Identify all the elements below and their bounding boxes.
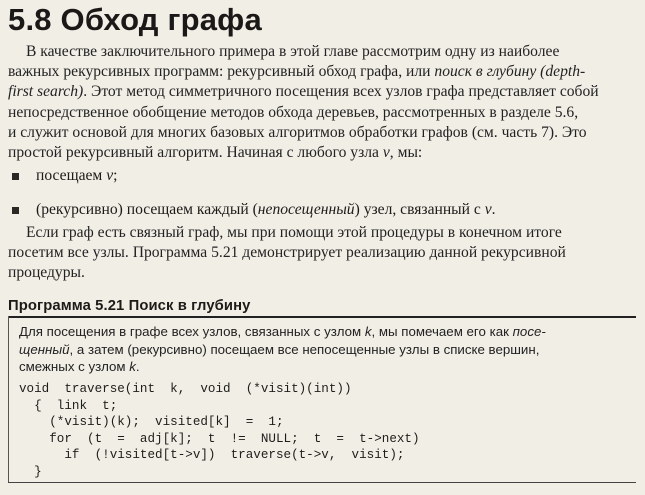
bullet-text bbox=[36, 166, 117, 186]
bullet-2-before: (рекурсивно) посещаем каждый ( bbox=[36, 201, 258, 218]
bullet-1-before: посещаем bbox=[36, 167, 107, 184]
bullet-item-visit bbox=[12, 166, 632, 186]
intro-line-6 bbox=[8, 143, 636, 163]
desc-3-after: . bbox=[135, 359, 140, 375]
code-line: for (t = adj[k]; t != NULL; t = t->next) bbox=[19, 431, 420, 446]
intro-line-5: и служит основой для многих базовых алгоритмов обработки графов (см. часть 7). Это bbox=[8, 123, 587, 141]
desc-1-mid: , мы помечаем его как bbox=[371, 324, 513, 339]
desc-2-emph: щенный bbox=[19, 341, 70, 357]
bullet-2-var: v bbox=[484, 201, 492, 218]
desc-1-before: Для посещения в графе всех узлов, связанных с узлом bbox=[19, 324, 365, 339]
connected-line-2: посетим все узлы. Программа 5.21 демонстрирует реализацию данной рекурсивной bbox=[8, 244, 566, 262]
program-description bbox=[19, 323, 626, 376]
depth-first-search-term-english: first search) bbox=[8, 83, 84, 101]
program-left-rule bbox=[8, 316, 9, 483]
bullet-1-var: v bbox=[106, 167, 114, 184]
node-variable-v: v bbox=[382, 144, 390, 162]
connected-line-3: процедуры. bbox=[8, 264, 85, 282]
intro-line-6-text: простой рекурсивный алгоритм. Начиная с любого узла bbox=[8, 144, 383, 162]
intro-paragraph bbox=[8, 42, 636, 163]
program-bottom-rule bbox=[8, 482, 636, 483]
intro-line-4: непосредственное обобщение методов обхода деревьев, рассмотренных в разделе 5.6, bbox=[8, 103, 579, 121]
desc-2-after: , а затем (рекурсивно) посещаем все непосещенные узлы в списке вершин, bbox=[69, 341, 540, 357]
program-desc-line-2 bbox=[19, 341, 626, 359]
square-bullet-icon bbox=[12, 207, 19, 214]
bullet-2-emph: непосещенный bbox=[257, 201, 355, 218]
depth-first-search-term: поиск в глубину (depth- bbox=[434, 63, 586, 81]
desc-1-emph: посе- bbox=[512, 324, 546, 339]
intro-line-2-text: важных рекурсивных программ: рекурсивный обход графа, или bbox=[8, 63, 435, 81]
intro-line-3 bbox=[8, 82, 636, 102]
desc-3-var: k bbox=[129, 359, 136, 375]
desc-3-before: смежных с узлом bbox=[19, 359, 130, 375]
code-line: if (!visited[t->v]) traverse(t->v, visit); bbox=[19, 448, 405, 462]
code-line: (*visit)(k); visited[k] = 1; bbox=[19, 415, 284, 429]
bullet-1-after: ; bbox=[113, 167, 118, 184]
code-line: void traverse(int k, void (*visit)(int)) bbox=[19, 382, 352, 396]
square-bullet-icon bbox=[12, 173, 19, 180]
intro-line-1: В качестве заключительного примера в этой главе рассмотрим одну из наиболее bbox=[26, 43, 560, 60]
section-title: 5.8 Обход графа bbox=[8, 2, 262, 37]
intro-line-6-tail: , мы: bbox=[389, 144, 423, 162]
intro-line-3-text: . Этот метод симметричного посещения всех узлов графа представляет собой bbox=[83, 83, 599, 101]
bullet-2-mid: ) узел, связанный с bbox=[354, 201, 485, 218]
bullet-2-after: . bbox=[491, 201, 496, 218]
connected-line-1: Если граф есть связный граф, мы при помощи этой процедуры в конечном итоге bbox=[26, 224, 562, 241]
code-listing bbox=[19, 381, 420, 480]
program-title: Программа 5.21 Поиск в глубину bbox=[8, 298, 251, 314]
program-desc-line-3 bbox=[19, 358, 626, 376]
code-line: } bbox=[19, 464, 42, 479]
program-desc-line-1 bbox=[19, 323, 626, 341]
intro-line-2 bbox=[8, 62, 636, 82]
desc-1-var: k bbox=[364, 324, 372, 339]
connected-graph-paragraph bbox=[8, 223, 636, 284]
bullet-item-recursive bbox=[12, 200, 632, 220]
program-top-rule bbox=[8, 316, 636, 318]
code-line: { link t; bbox=[19, 398, 118, 413]
bullet-text bbox=[36, 200, 496, 220]
